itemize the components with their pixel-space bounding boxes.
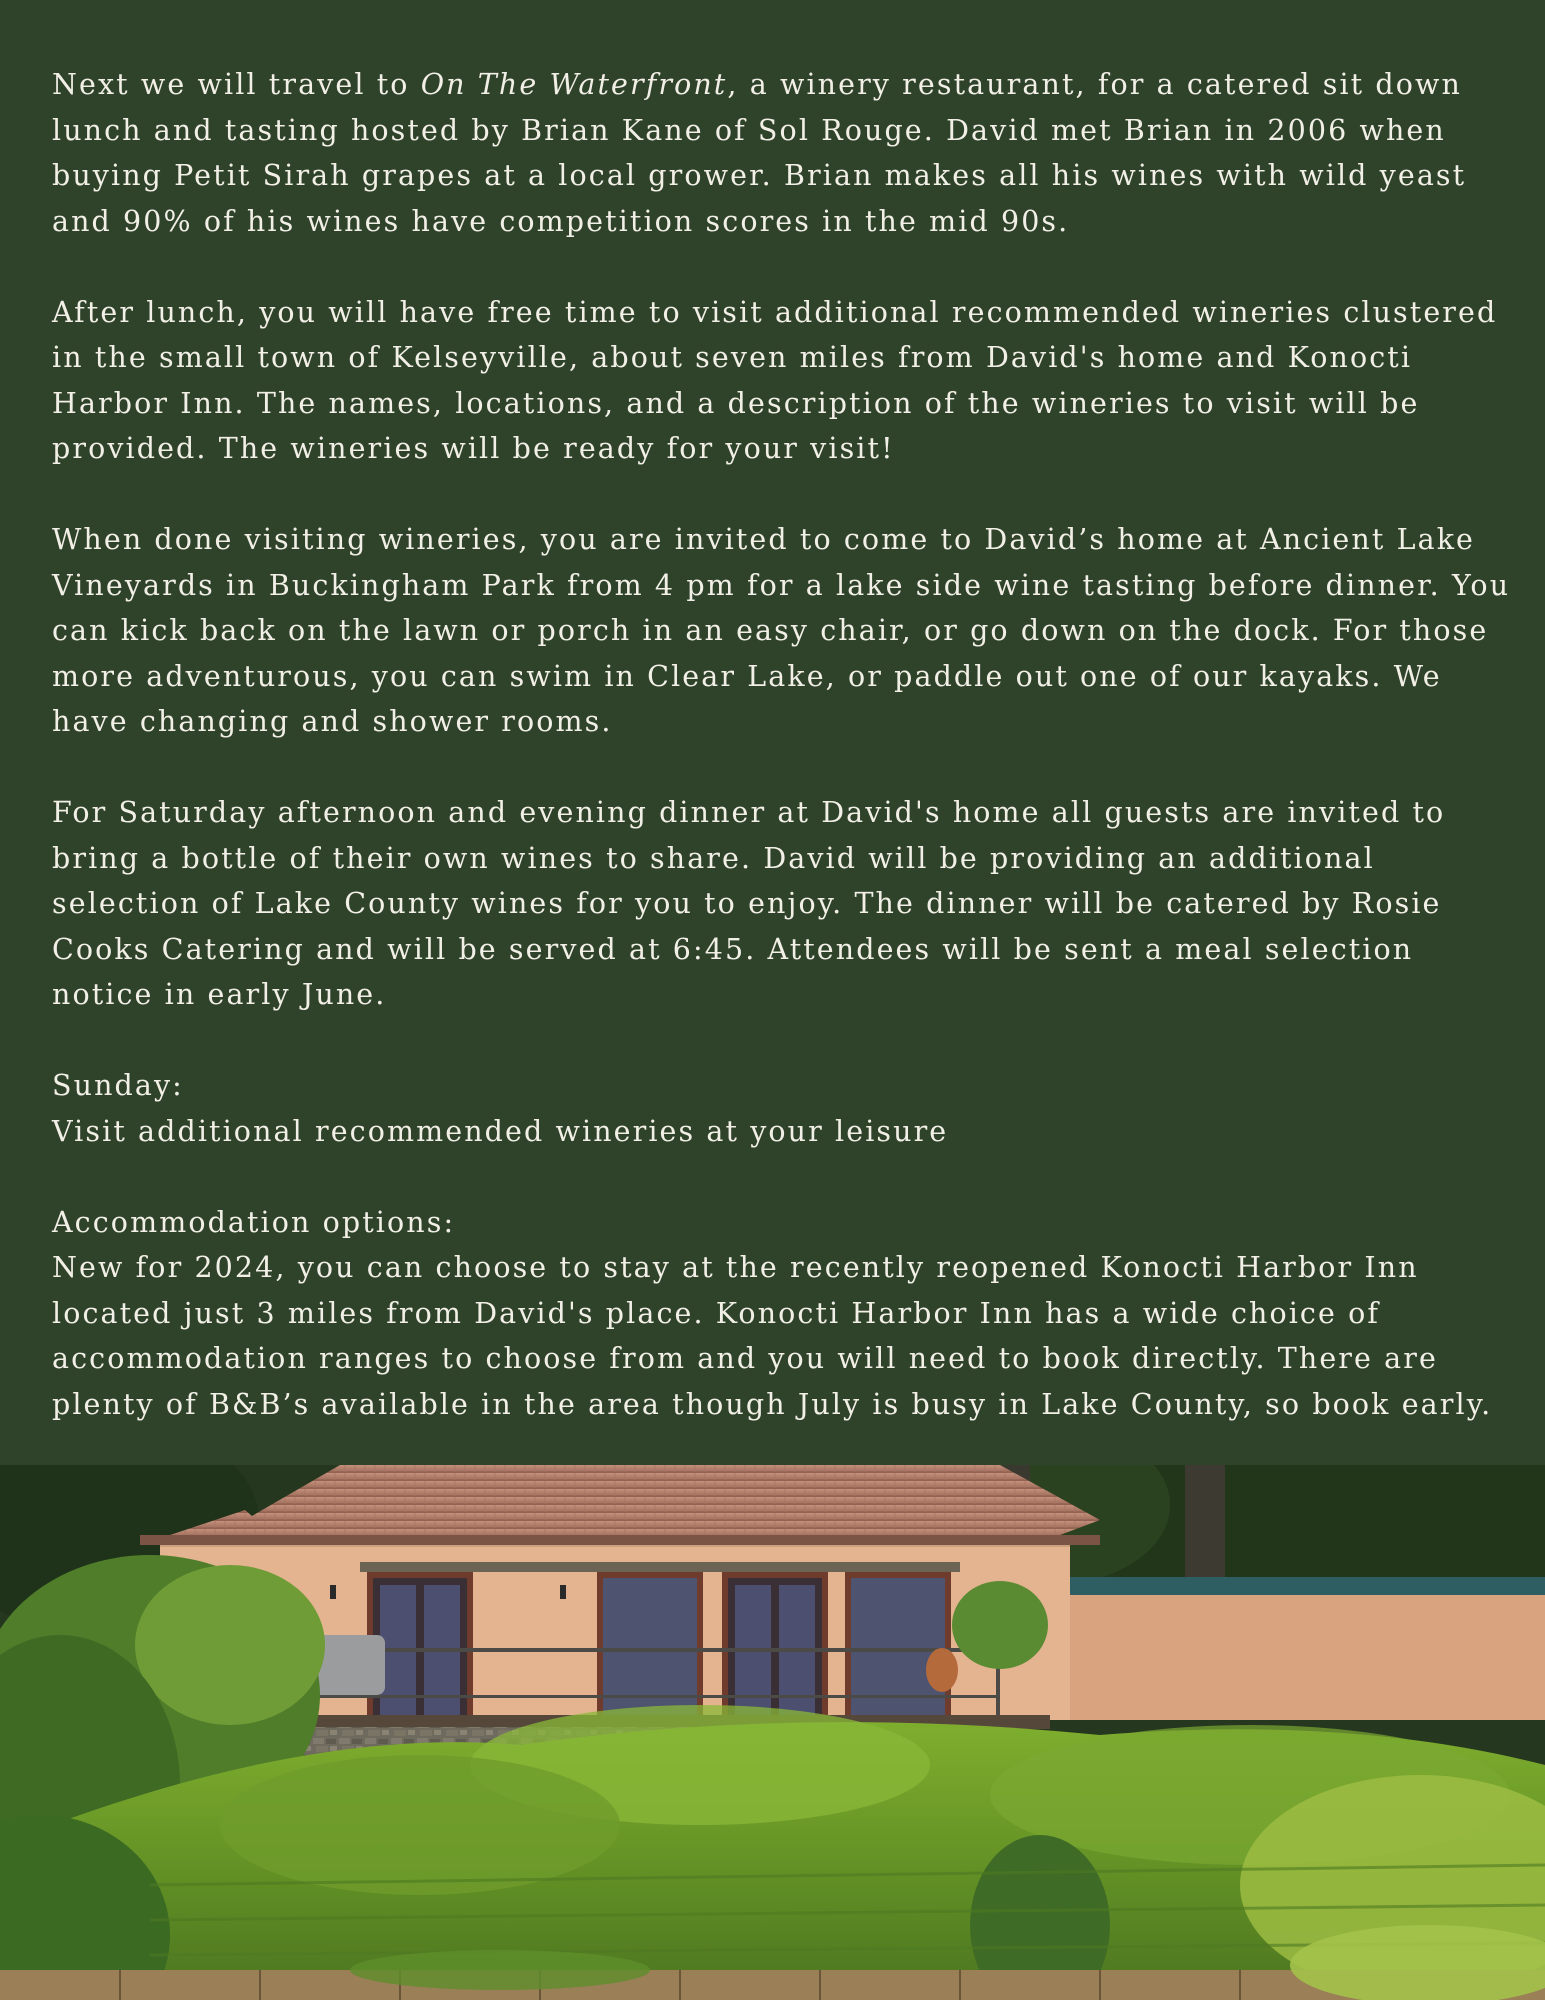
itinerary-text [52, 62, 1522, 1427]
paragraph-free-time: After lunch, you will have free time to visit additional recommended wineries clustered in the small town of Kelseyville, about seven miles from David's home and Konocti Harbor Inn. The names, locations, and a description of the wineries to visit will be provided. The wineries will be ready for your visit! [52, 295, 1498, 465]
paragraph-waterfront-lead: Next we will travel to [52, 68, 421, 101]
accommodation-text: New for 2024, you can choose to stay at the recently reopened Konocti Harbor Inn located just 3 miles from David's place. Konocti Harbor Inn has a wide choice of accommodation ranges to choose from and you will need to book directly. There are plenty of B&B’s available in the area though July is busy in Lake County, so book early. [52, 1251, 1493, 1421]
vineyard-house-photo [0, 1465, 1545, 2000]
sunday-heading: Sunday: [52, 1069, 184, 1102]
paragraph-waterfront-lunch [52, 62, 1522, 244]
paragraph-waterfront-rest: , a winery restaurant, for a catered sit down lunch and tasting hosted by Brian Kane of Sol Rouge. David met Brian in 2006 when buying Petit Sirah grapes at a local grower. Brian makes all his wines with wild yeast and 90% of his wines have competition scores in the mid 90s. [52, 68, 1467, 238]
garden-wall [1030, 1585, 1545, 1720]
sunday-text: Visit additional recommended wineries at your leisure [52, 1114, 949, 1148]
paragraph-saturday-dinner: For Saturday afternoon and evening dinner at David's home all guests are invited to bring a bottle of their own wines to share. David will be providing an additional selection of Lake County wines for you to enjoy. The dinner will be catered by Rosie Cooks Catering and will be served at 6:45. Attendees will be sent a meal selection notice in early June. [52, 796, 1446, 1011]
accommodation-heading: Accommodation options: [52, 1205, 456, 1239]
paragraph-lake-tasting: When done visiting wineries, you are invited to come to David’s home at Ancient Lake Vineyards in Buckingham Park from 4 pm for a lake side wine tasting before dinner. You can kick back on the lawn or porch in an easy chair, or go down on the dock. For those more adventurous, you can swim in Clear Lake, or paddle out one of our kayaks. We have changing and shower rooms. [52, 523, 1511, 738]
restaurant-name: On The Waterfront [420, 68, 728, 101]
